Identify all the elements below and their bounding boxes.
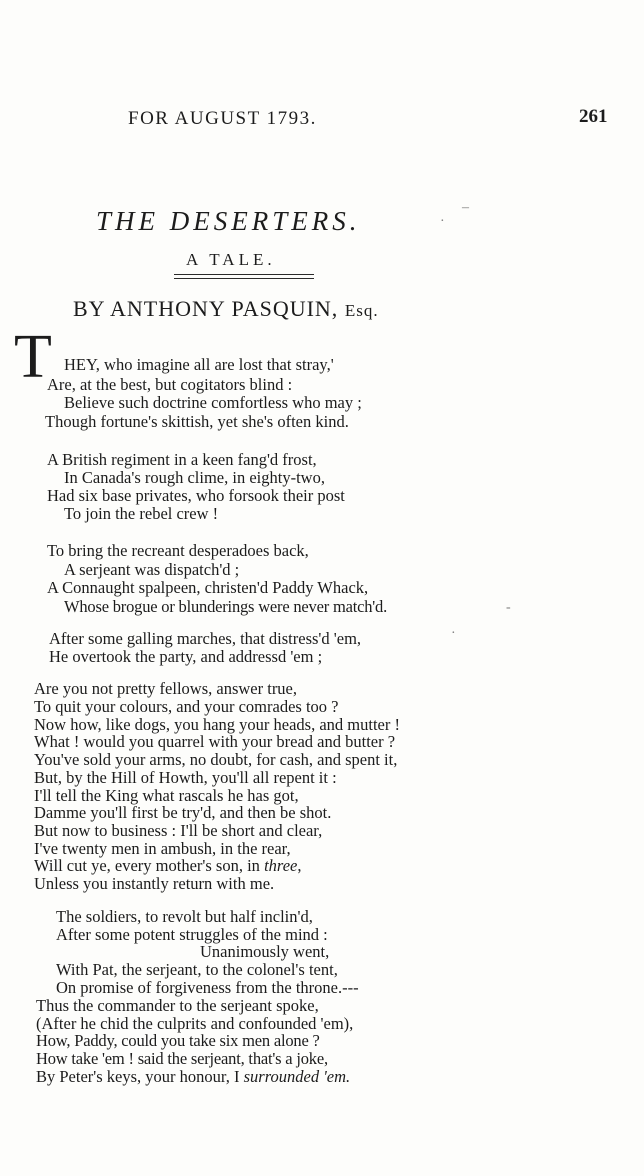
poem-line: But, by the Hill of Howth, you'll all repent it : [34,768,337,787]
poem-line: Believe such doctrine comfortless who may ; [64,393,362,412]
poem-line: By Peter's keys, your honour, I surrounded 'em. [36,1067,351,1086]
poem-line: To join the rebel crew ! [64,504,219,523]
author-name: BY ANTHONY PASQUIN, [73,296,339,321]
poem-line: Are you not pretty fellows, answer true, [34,679,298,698]
running-header: FOR AUGUST 1793. [128,108,317,129]
stray-mark: · [440,214,445,229]
poem-line: Unanimously went, [200,942,330,961]
poem-line: Unless you instantly return with me. [34,874,275,893]
author-suffix: Esq. [344,301,379,320]
stray-mark: ‒ [462,200,469,215]
poem-line: I've twenty men in ambush, in the rear, [34,839,291,858]
poem-line: He overtook the party, and addressd 'em ; [49,647,323,666]
poem-line: A Connaught spalpeen, christen'd Paddy Whack, [47,578,369,597]
poem-line: To bring the recreant desperadoes back, [47,541,309,560]
author-line [73,296,379,322]
poem-line: Thus the commander to the serjeant spoke, [36,996,319,1015]
poem-line: (After he chid the culprits and confounded 'em), [36,1014,354,1033]
poem-line: What ! would you quarrel with your bread and butter ? [34,732,396,751]
poem-line: After some potent struggles of the mind : [56,925,328,944]
drop-cap: T [14,323,52,391]
poem-line: Now how, like dogs, you hang your heads, and mutter ! [34,715,400,734]
poem-line: But now to business : I'll be short and clear, [34,821,323,840]
page-number: 261 [579,106,608,127]
poem-line: Though fortune's skittish, yet she's often kind. [45,412,349,431]
poem-line: Had six base privates, who forsook their post [47,486,345,505]
poem-line: With Pat, the serjeant, to the colonel's tent, [56,960,338,979]
poem-line: A serjeant was dispatch'd ; [64,560,240,579]
poem-line: I'll tell the King what rascals he has got, [34,786,299,805]
poem-line: Damme you'll first be try'd, and then be shot. [34,803,332,822]
stray-mark: - [506,600,511,615]
poem-line: Whose brogue or blunderings were never match'd. [64,597,388,616]
poem-line: Are, at the best, but cogitators blind : [47,375,293,394]
poem-title: THE DESERTERS. [96,206,361,236]
poem-line: A British regiment in a keen fang'd frost, [47,450,317,469]
poem-line: In Canada's rough clime, in eighty-two, [64,468,325,487]
poem-line: To quit your colours, and your comrades too ? [34,697,339,716]
poem-line: On promise of forgiveness from the throne.--- [56,978,359,997]
poem-line: The soldiers, to revolt but half inclin'd, [56,907,313,926]
poem-line: HEY, who imagine all are lost that stray,' [64,355,334,374]
poem-line: After some galling marches, that distress'd 'em, [49,629,362,648]
poem-subtitle: A TALE. [186,250,276,269]
poem-line: How, Paddy, could you take six men alone ? [36,1031,320,1050]
poem-line: You've sold your arms, no doubt, for cash, and spent it, [34,750,398,769]
poem-line: How take 'em ! said the serjeant, that's a joke, [36,1049,328,1068]
poem-line: Will cut ye, every mother's son, in three, [34,856,302,875]
stray-mark: · [451,626,456,641]
double-rule-divider [174,274,314,279]
